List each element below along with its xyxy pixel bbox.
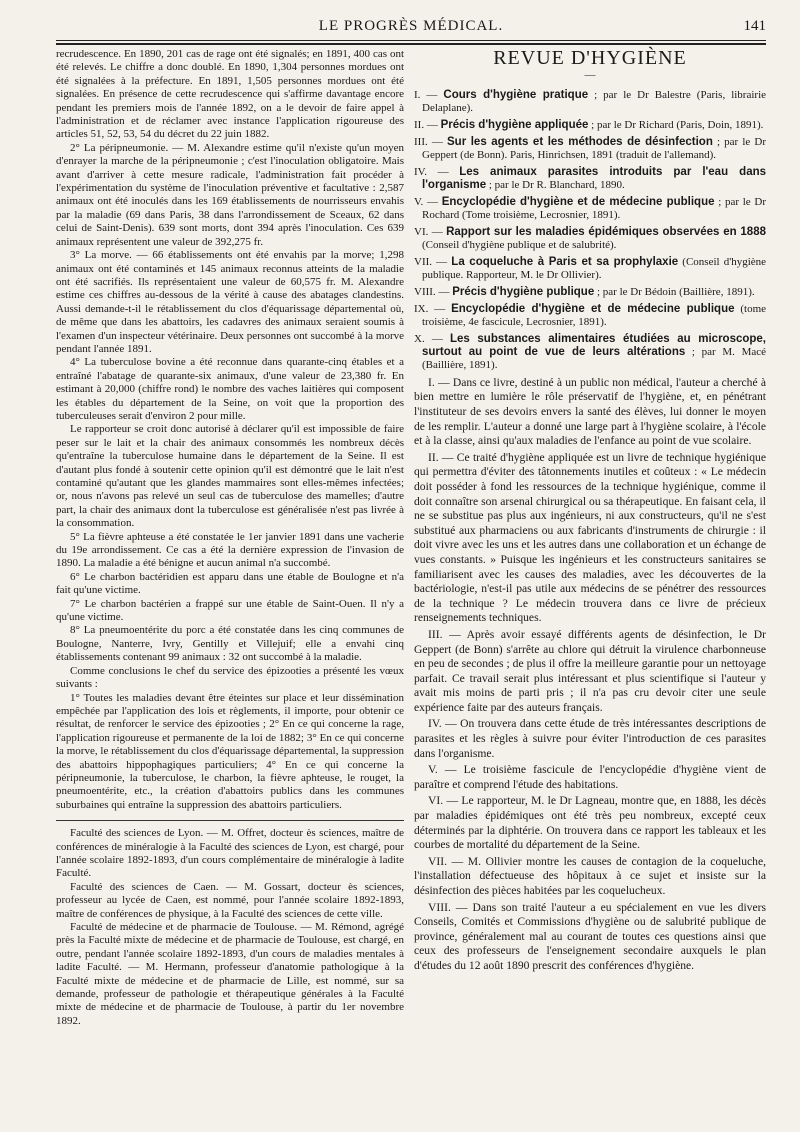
review-list-item: X. — Les substances alimentaires étudiées au microscope, surtout au point de vue de leurs altérations ; par M. Macé (Baillière, 1891). [414,332,767,371]
paragraph: Le rapporteur se croit donc autorisé à déclarer qu'il est impossible de faire peser sur le lait et la chair des animaux consommés les nombreux décès qu'entraîne la tuberculose humaine dans le département de la Seine. Il est d'autant plus fondé à soutenir cette opinion qu'il est démontré que le lait n'est contaminé qu'autant que les glandes mammaires sont elles-mêmes infectées; or, nous n'avons pas relevé un seul cas de tuberculose des mamelles; d'autre part, la chair des animaux dont la tuberculose est généralisée n'est pas livrée à la consommation. [56,423,404,530]
review-list-item: I. — Cours d'hygiène pratique ; par le Dr Balestre (Paris, librairie Delaplane). [414,88,767,114]
paragraph: IV. — On trouvera dans cette étude de très intéressantes descriptions de parasites et les règles à suivre pour éviter l'introduction de ces parasites dans l'organisme. [414,717,766,760]
paragraph: II. — Ce traité d'hygiène appliquée est un livre de technique hygiénique qui permettra d'éviter des tâtonnements inutiles et coûteux : « Le médecin doit posséder à fond les ressources de la technique hygiénique, comme il doit connaître son arsenal chirurgical ou sa thérapeutique. En faisant cela, il ne se substitue pas plus aux ingénieurs, ni aux constructeurs, qu'il ne s'est substitué aux pharmaciens ou aux fabricants d'instruments de chirurgie : il doit vivre avec les uns et les autres dans une collaboration et un échange de vues constants. » Puisque les ingénieurs et les constructeurs sanitaires se familiarisent avec les causes des maladies, avec les découvertes de la bactériologie, n'est-il pas utile aux médecins de se pénétrer des ressources de la technique ? Le médecin trouvera dans ce livre de précieux renseignements techniques. [414,450,766,625]
section-title: REVUE D'HYGIÈNE [493,47,687,69]
news-item: Faculté de médecine et de pharmacie de Toulouse. — M. Rémond, agrégé près la Faculté mixte de médecine et de pharmacie de Toulouse, est chargé, en outre, pendant l'année scolaire 1892-1893, d'un cours de maladies mentales à ladite Faculté. — M. Hermann, professeur d'anatomie pathologique à la Faculté mixte de médecine et de pharmacie de Lille, est nommé, sur sa demande, professeur de pathologie et thérapeutique générales à la Faculté mixte de médecine et de pharmacie de Toulouse, à partir du 1er novembre 1892. [56,921,404,1027]
right-column [414,48,766,976]
header-rule-thick [56,43,766,45]
journal-title: LE PROGRÈS MÉDICAL. [318,18,504,34]
paragraph: 6° Le charbon bactéridien est apparu dans une étable de Boulogne et n'a fait qu'une victime. [56,570,404,597]
review-list-item: IV. — Les animaux parasites introduits par l'eau dans l'organisme ; par le Dr R. Blanchard, 1890. [414,165,767,191]
paragraph: 2° La péripneumonie. — M. Alexandre estime qu'il n'existe qu'un moyen d'enrayer la marche de la péripneumonie ; c'est l'inoculation obligatoire. Mais avant d'arriver à cette mesure radicale, l'administration fait procéder à l'expérimentation du système de l'inoculation préventive et facultative : 2,587 animaux ont été inoculés dans les 169 établissements de nourrisseurs envahis par la maladie (69 dans Paris, 38 dans l'arrondissement de Sceaux, 62 dans celui de Saint-Denis). 639 sont morts, dont 394 après l'inoculation. Ces 639 animaux représentent une valeur de 392,275 fr. [56,141,404,248]
page-number: 141 [743,18,766,34]
review-list-item: II. — Précis d'hygiène appliquée ; par le Dr Richard (Paris, Doin, 1891). [414,118,764,131]
paragraph: V. — Le troisième fascicule de l'encyclopédie d'hygiène vient de paraître et comprend l'étude des habitations. [414,763,766,791]
news-item: Faculté des sciences de Lyon. — M. Offret, docteur ès sciences, maître de conférences de minéralogie à la Faculté des sciences de Lyon, est chargé, pour l'année scolaire 1892-1893, d'un cours complémentaire de minéralogie à ladite Faculté. [56,827,404,880]
review-list-item: VI. — Rapport sur les maladies épidémiques observées en 1888 (Conseil d'hygiène publique et de salubrité). [414,225,766,251]
left-column [56,48,404,1028]
paragraph: Comme conclusions le chef du service des épizooties a présenté les vœux suivants : [56,664,404,691]
paragraph: VI. — Le rapporteur, M. le Dr Lagneau, montre que, en 1888, les décès par maladies épidémiques ont été très peu nombreux, excepté ceux déterminés par la diphtérie. On trouvera dans ce rapport les tableaux et les courbes de mortalité du département de la Seine. [414,794,766,852]
paragraph: 1° Toutes les maladies devant être éteintes sur place et leur dissémination empêchée par l'application des lois et règlements, il importe, pour obtenir ce résultat, de renforcer le service des épizooties ; 2° En ce qui concerne la rage, l'application rigoureuse et permanente de la loi de 1882; 3° En ce qui concerne la morve, le rétablissement du clos d'équarissage départemental, la suppression des abattoirs hippophagiques particuliers; 4° En ce qui concerne la péripneumonie, la tuberculose, le charbon, la fièvre aphteuse, le rouget, la pneumoentérite, etc., la création d'abattoirs publics dans les communes suburbaines qui entraîne la suppression des abattoirs particuliers. [56,691,404,811]
review-list-item: IX. — Encyclopédie d'hygiène et de médecine publique (tome troisième, 4e fascicule, Lecrosnier, 1891). [414,302,767,328]
paragraph: 8° La pneumoentérite du porc a été constatée dans les cinq communes de Boulogne, Nanterre, Ivry, Gentilly et Villejuif; elle a envahi cinq établissements contenant 99 animaux : 32 ont succombé à la maladie. [56,624,404,664]
title-dash: — [584,69,596,82]
paragraph: 3° La morve. — 66 établissements ont été envahis par la morve; 1,298 animaux ont été contaminés et 145 animaux reconnus atteints de la maladie ont été sacrifiés. Ils représentaient une valeur de 60,575 fr. M. Alexandre estime ces chiffres au-dessous de la vérité à cause des abatages clandestins. Aussi demande-t-il le rétablissement du clos d'équarissage départemental où, de même que dans les abattoirs, les cadavres des animaux seraient soumis à l'examen d'un inspecteur vétérinaire. Deux personnes ont succombé à la morve pendant l'année 1891. [56,249,404,355]
running-header [56,14,766,40]
paragraph: VII. — M. Ollivier montre les causes de contagion de la coqueluche, l'installation défectueuse des hôpitaux à ce sujet et insiste sur la désinfection des pièces habitées par les coquelucheux. [414,854,766,897]
paragraph: 7° Le charbon bactérien a frappé sur une étable de Saint-Ouen. Il n'y a qu'une victime. [56,597,404,624]
paragraph: 4° La tuberculose bovine a été reconnue dans quarante-cinq étables et a entraîné l'abatage de quarante-six animaux, d'une valeur de 23,380 fr. En estimant à 20,000 (chiffre rond) le nombre des vaches laitières qui composent les étables du département de la Seine, on voit que la proportion des tuberculeuses serait d'environ 2 pour mille. [56,356,404,422]
paragraph: I. — Dans ce livre, destiné à un public non médical, l'auteur a cherché à bien mettre en lumière le rôle préservatif de l'hygiène, et, en pénétrant l'instituteur de ses devoirs envers la santé des élèves, lui donner le moyen de les remplir. L'auteur a donné une large part à l'hygiène scolaire, à l'école et à la classe, ainsi qu'aux maladies de l'enfance au point de vue scolaire. [414,375,766,448]
header-rule [56,40,766,41]
paragraph: recrudescence. En 1890, 201 cas de rage ont été signalés; en 1891, 400 cas ont été relevés. Le chiffre a donc doublé. En 1890, 1,304 personnes mordues ont été signalées à la préfecture. En 1891, 1,505 personnes mordues ont été signalées. En présence de cette recrudescence qui s'affirme davantage encore pendant les premiers mois de l'année 1892, on a le devoir de faire appel à l'administration et de réclamer avec instance l'application rigoureuse des articles 51, 52, 53, 54 du décret du 22 juin 1882. [56,48,404,141]
paragraph: VIII. — Dans son traité l'auteur a eu spécialement en vue les divers Conseils, Comités et Commissions d'hygiène ou de salubrité publique de province, généralement mal au courant de toutes ces questions ainsi que ceux des professeurs de l'enseignement secondaire auxquels le plan d'études du 12 août 1890 prescrit des conférences d'hygiène. [414,900,766,972]
paragraph: III. — Après avoir essayé différents agents de désinfection, le Dr Geppert (de Bonn) s'arrête au chlore qui détruit la virulence charbonneuse en peu de secondes ; de plus il offre la meilleure garantie pour un nettoyage parfait. Ce travail serait plus intéressant et plus scientifique si l'auteur y avait mis moins de parti pris ; il n'a pas cru devoir citer une seule expérience faite par des auteurs français. [414,627,766,714]
review-body [414,376,766,974]
review-list-item: VIII. — Précis d'hygiène publique ; par le Dr Bédoin (Baillière, 1891). [414,285,755,298]
review-list-item: V. — Encyclopédie d'hygiène et de médecine publique ; par le Dr Rochard (Tome troisième, Lecrosnier, 1891). [414,195,767,221]
review-list-item: III. — Sur les agents et les méthodes de désinfection ; par le Dr Geppert (de Bonn). Paris, Hinrichsen, 1891 (traduit de l'allemand). [414,135,766,161]
news-item: Faculté des sciences de Caen. — M. Gossart, docteur ès sciences, professeur au lycée de Caen, est nommé, pour l'année scolaire 1892-1893, maître de conférences de physique, à la Faculté des sciences de cette ville. [56,880,404,920]
paragraph: 5° La fièvre aphteuse a été constatée le 1er janvier 1891 dans une vacherie du 19e arrondissement. Ce cas a été la dernière expression de l'invasion de 1890. La maladie a été bénigne et aucun animal n'a succombé. [56,530,404,570]
section-divider [56,820,404,821]
review-list-item: VII. — La coqueluche à Paris et sa prophylaxie (Conseil d'hygiène publique. Rapporteur, M. le Dr Ollivier). [414,255,767,281]
